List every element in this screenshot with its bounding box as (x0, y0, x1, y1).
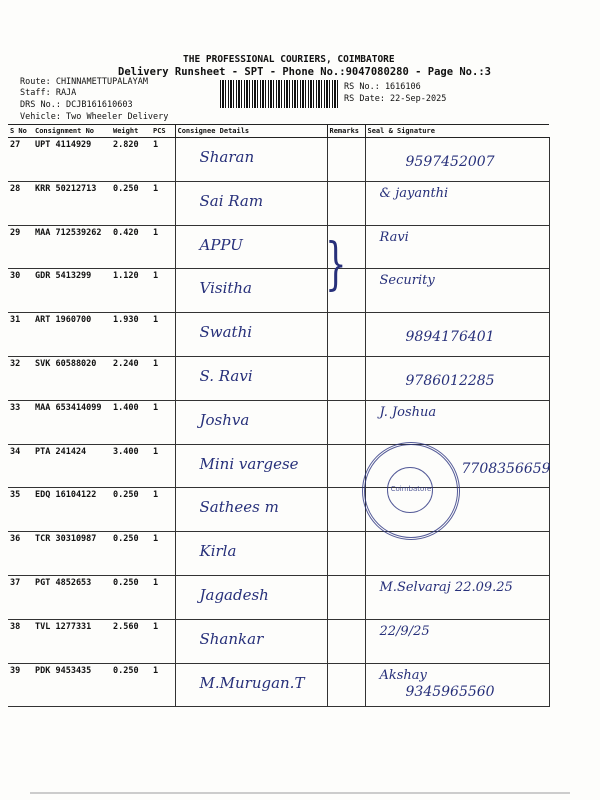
vehicle-label: Vehicle: Two Wheeler Delivery (20, 112, 169, 122)
row-consignment: PGT 4852653 (33, 575, 111, 619)
row-weight: 0.250 (111, 663, 151, 707)
row-sno: 37 (8, 575, 33, 619)
row-weight: 0.420 (111, 225, 151, 269)
row-remarks (327, 619, 365, 663)
row-seal-signature (365, 400, 549, 444)
runsheet-subtitle: Delivery Runsheet - SPT - Phone No.:9047080280 - Page No.:3 (118, 66, 491, 78)
row-remarks (327, 575, 365, 619)
col-header-pcs: PCS (151, 125, 175, 138)
row-weight: 0.250 (111, 532, 151, 576)
consignee-handwriting: Joshva (199, 410, 250, 429)
row-consignee (175, 575, 327, 619)
company-stamp (362, 442, 460, 540)
table-row (8, 313, 549, 357)
table-row (8, 356, 549, 400)
row-remarks (327, 181, 365, 225)
row-sno: 28 (8, 181, 33, 225)
table-row (8, 575, 549, 619)
row-consignee (175, 313, 327, 357)
row-weight: 0.250 (111, 181, 151, 225)
row-weight: 1.400 (111, 400, 151, 444)
consignee-handwriting: Sharan (199, 148, 255, 166)
row-consignee (175, 138, 327, 182)
row-sno: 34 (8, 444, 33, 488)
row-remarks (327, 488, 365, 532)
page-bottom-edge (30, 792, 570, 794)
phone-handwriting: 9345965560 (405, 683, 495, 700)
row-consignee (175, 181, 327, 225)
row-consignee (175, 400, 327, 444)
consignee-handwriting: M.Murugan.T (199, 673, 305, 692)
rs-date: RS Date: 22-Sep-2025 (344, 94, 447, 104)
row-seal-signature (365, 619, 549, 663)
table-row (8, 181, 549, 225)
table-row (8, 488, 549, 532)
table-row (8, 138, 549, 182)
signature-handwriting: Akshay (379, 667, 427, 683)
phone-handwriting: 7708356659 (461, 460, 551, 477)
drs-label: DRS No.: DCJB161610603 (20, 100, 133, 110)
row-consignment: TCR 30310987 (33, 532, 111, 576)
phone-handwriting: 9597452007 (405, 154, 495, 170)
row-consignment: PDK 9453435 (33, 663, 111, 707)
row-pcs: 1 (151, 444, 175, 488)
table-row (8, 400, 549, 444)
col-header-consignee: Consignee Details (175, 125, 327, 138)
consignee-handwriting: APPU (199, 235, 243, 254)
row-consignment: ART 1960700 (33, 313, 111, 357)
row-seal-signature (365, 575, 549, 619)
row-consignment: MAA 653414099 (33, 400, 111, 444)
row-consignee (175, 663, 327, 707)
consignee-handwriting: Shankar (199, 629, 264, 648)
consignee-handwriting: Jagadesh (199, 585, 269, 604)
consignee-handwriting: Kirla (199, 542, 237, 561)
phone-handwriting: 9786012285 (405, 372, 495, 389)
row-pcs: 1 (151, 138, 175, 182)
row-sno: 32 (8, 356, 33, 400)
row-consignee (175, 225, 327, 269)
row-consignment: MAA 712539262 (33, 225, 111, 269)
row-pcs: 1 (151, 663, 175, 707)
row-sno: 35 (8, 488, 33, 532)
row-remarks (327, 532, 365, 576)
row-pcs: 1 (151, 532, 175, 576)
table-row (8, 444, 549, 488)
row-pcs: 1 (151, 269, 175, 313)
row-sno: 30 (8, 269, 33, 313)
row-consignment: GDR 5413299 (33, 269, 111, 313)
row-remarks (327, 313, 365, 357)
row-weight: 2.820 (111, 138, 151, 182)
table-row (8, 269, 549, 313)
row-sno: 38 (8, 619, 33, 663)
row-remarks (327, 138, 365, 182)
row-pcs: 1 (151, 619, 175, 663)
consignee-handwriting: Mini vargese (199, 454, 299, 473)
row-consignee (175, 619, 327, 663)
row-weight: 3.400 (111, 444, 151, 488)
barcode (220, 80, 340, 108)
table-row (8, 619, 549, 663)
phone-handwriting: 9894176401 (405, 329, 495, 346)
row-weight: 1.120 (111, 269, 151, 313)
signature-handwriting: 22/9/25 (379, 623, 430, 639)
signature-handwriting: M.Selvaraj 22.09.25 (379, 579, 513, 595)
row-remarks (327, 444, 365, 488)
row-seal-signature (365, 225, 549, 269)
row-remarks (327, 400, 365, 444)
rs-number: RS No.: 1616106 (344, 82, 421, 92)
row-consignee (175, 269, 327, 313)
staff-label: Staff: RAJA (20, 88, 77, 98)
signature-handwriting: J. Joshua (379, 404, 437, 420)
row-pcs: 1 (151, 181, 175, 225)
row-consignee (175, 444, 327, 488)
row-seal-signature (365, 181, 549, 225)
row-seal-signature (365, 663, 549, 707)
row-consignment: SVK 60588020 (33, 356, 111, 400)
col-header-seal: Seal & Signature (365, 125, 549, 138)
col-header-sno: S No (8, 125, 33, 138)
table-header-row (8, 125, 549, 138)
row-consignment: EDQ 16104122 (33, 488, 111, 532)
row-consignee (175, 488, 327, 532)
row-seal-signature (365, 532, 549, 576)
col-header-weight: Weight (111, 125, 151, 138)
row-pcs: 1 (151, 575, 175, 619)
row-weight: 1.930 (111, 313, 151, 357)
row-sno: 27 (8, 138, 33, 182)
row-weight: 2.240 (111, 356, 151, 400)
row-consignee (175, 532, 327, 576)
row-consignment: TVL 1277331 (33, 619, 111, 663)
table-row (8, 663, 549, 707)
signature-handwriting: Security (379, 273, 435, 289)
row-remarks (327, 356, 365, 400)
runsheet-title: THE PROFESSIONAL COURIERS, COIMBATORE (183, 54, 395, 65)
row-weight: 2.560 (111, 619, 151, 663)
row-pcs: 1 (151, 225, 175, 269)
table-row (8, 225, 549, 269)
row-remarks (327, 663, 365, 707)
row-pcs: 1 (151, 488, 175, 532)
row-consignee (175, 356, 327, 400)
row-sno: 39 (8, 663, 33, 707)
row-seal-signature (365, 313, 549, 357)
row-pcs: 1 (151, 400, 175, 444)
consignee-handwriting: S. Ravi (199, 366, 253, 385)
consignee-handwriting: Sathees m (199, 498, 279, 517)
row-sno: 29 (8, 225, 33, 269)
row-consignment: UPT 4114929 (33, 138, 111, 182)
signature-handwriting: & jayanthi (379, 185, 449, 201)
consignee-handwriting: Swathi (199, 323, 253, 342)
remarks-brace-mark: } (325, 232, 347, 297)
row-seal-signature (365, 138, 549, 182)
row-sno: 31 (8, 313, 33, 357)
row-consignment: KRR 50212713 (33, 181, 111, 225)
row-sno: 36 (8, 532, 33, 576)
consignee-handwriting: Sai Ram (199, 191, 264, 210)
row-sno: 33 (8, 400, 33, 444)
row-consignment: PTA 241424 (33, 444, 111, 488)
route-label: Route: CHINNAMETTUPALAYAM (20, 77, 148, 87)
row-pcs: 1 (151, 313, 175, 357)
row-pcs: 1 (151, 356, 175, 400)
table-row (8, 532, 549, 576)
col-header-remarks: Remarks (327, 125, 365, 138)
runsheet-table (8, 124, 550, 707)
stamp-text: Coimbatore (390, 485, 432, 493)
row-weight: 0.250 (111, 488, 151, 532)
col-header-consignment: Consignment No (33, 125, 111, 138)
row-seal-signature (365, 356, 549, 400)
signature-handwriting: Ravi (379, 229, 409, 245)
row-weight: 0.250 (111, 575, 151, 619)
row-seal-signature (365, 269, 549, 313)
consignee-handwriting: Visitha (199, 279, 252, 298)
